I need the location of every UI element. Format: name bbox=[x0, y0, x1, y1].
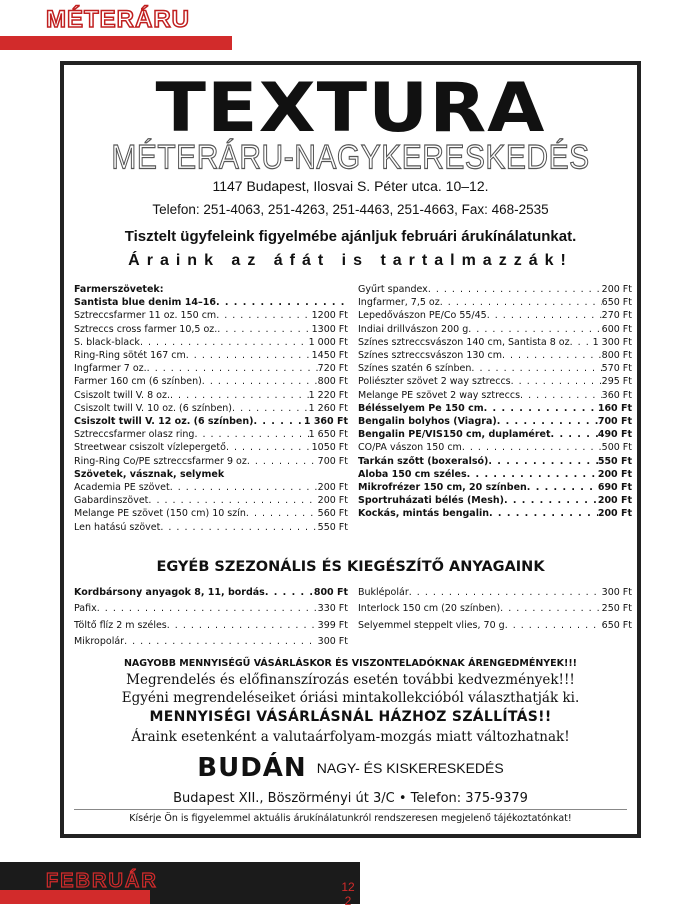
price-row bbox=[358, 323, 632, 336]
item-price: 295 Ft bbox=[601, 376, 632, 388]
dot-leader bbox=[167, 618, 318, 634]
price-row bbox=[358, 375, 632, 388]
price-row bbox=[74, 296, 348, 309]
item-price: 399 Ft bbox=[317, 619, 348, 631]
dot-leader bbox=[504, 494, 598, 507]
item-price: 600 Ft bbox=[601, 323, 632, 335]
dot-leader bbox=[471, 362, 601, 375]
divider bbox=[74, 809, 627, 810]
dot-leader bbox=[409, 585, 602, 601]
price-row bbox=[74, 481, 348, 494]
promo-discount: NAGYOBB MENNYISÉGŰ VÁSÁRLÁSKOR ÉS VISZONTELADÓKNAK ÁRENGEDMÉNYEK!!! bbox=[123, 658, 577, 669]
item-price: 160 Ft bbox=[597, 402, 632, 414]
item-price: 800 Ft bbox=[317, 376, 348, 388]
dot-leader bbox=[488, 455, 597, 468]
price-row bbox=[358, 507, 632, 520]
item-price: 650 Ft bbox=[601, 619, 632, 631]
item-name: Kordbársony anyagok 8, 11, bordás bbox=[74, 587, 265, 598]
item-name: Bengalin PE/VIS150 cm, duplaméret bbox=[358, 429, 551, 441]
item-price: 1300 Ft bbox=[311, 323, 348, 335]
price-row bbox=[358, 309, 632, 322]
item-price: 200 Ft bbox=[601, 284, 632, 295]
price-row bbox=[358, 618, 632, 634]
item-name: Bengalin bolyhos (Viagra) bbox=[358, 416, 497, 428]
dot-leader bbox=[246, 507, 318, 520]
footer-month: FEBRUÁR bbox=[46, 870, 158, 892]
price-row bbox=[74, 494, 348, 507]
brand-name: TEXTURA bbox=[155, 68, 546, 148]
item-price: 200 Ft bbox=[317, 495, 348, 507]
item-price: 330 Ft bbox=[317, 603, 348, 615]
price-row bbox=[74, 455, 348, 468]
dot-leader bbox=[140, 336, 309, 349]
price-row bbox=[74, 389, 348, 402]
price-row bbox=[74, 336, 348, 349]
dot-leader bbox=[97, 601, 318, 617]
promo-samples: Egyéni megrendeléseiket óriási mintakollekcióból választhatják ki. bbox=[121, 690, 580, 706]
seasonal-title: EGYÉB SZEZONÁLIS ÉS KIEGÉSZÍTŐ ANYAGAINK bbox=[156, 559, 545, 575]
budan-note: Kísérje Ön is figyelemmel aktuális árukínálatunkról rendszeresen megjelenő tájékoztatónkat! bbox=[129, 813, 572, 824]
item-price: 1450 Ft bbox=[311, 350, 348, 362]
item-price: 200 Ft bbox=[317, 482, 348, 494]
brand-phone: Telefon: 251-4063, 251-4263, 251-4463, 251-4663, Fax: 468-2535 bbox=[152, 202, 549, 217]
dot-leader bbox=[505, 618, 602, 634]
dot-leader bbox=[253, 415, 303, 428]
dot-leader bbox=[428, 283, 602, 296]
budan-address: Budapest XII., Böszörményi út 3/C • Telefon: 375-9379 bbox=[173, 791, 528, 806]
dot-leader bbox=[570, 336, 593, 349]
price-row bbox=[74, 375, 348, 388]
price-row bbox=[358, 601, 632, 617]
price-row bbox=[74, 283, 348, 296]
item-name: Aloba 150 cm széles bbox=[358, 468, 467, 480]
price-row bbox=[358, 296, 632, 309]
price-row bbox=[74, 618, 348, 634]
item-name: Szövetek, vásznak, selymek bbox=[74, 468, 225, 480]
item-price: 1 000 Ft bbox=[308, 336, 348, 348]
dot-leader bbox=[216, 309, 311, 322]
item-name: Ingfarmer 7 oz. bbox=[74, 363, 147, 375]
item-price: 250 Ft bbox=[601, 603, 632, 615]
item-name: Streetwear csiszolt vízlepergető bbox=[74, 442, 226, 454]
price-row bbox=[358, 455, 632, 468]
brand-subtitle: MÉTERÁRU-NAGYKERESKEDÉS bbox=[111, 138, 590, 177]
budan-name: BUDÁN bbox=[197, 753, 307, 783]
item-price: 1200 Ft bbox=[311, 310, 348, 322]
item-name: Kockás, mintás bengalin bbox=[358, 508, 489, 520]
price-row bbox=[358, 402, 632, 415]
price-row bbox=[358, 468, 632, 481]
item-name: Tarkán szőtt (boxeralsó) bbox=[358, 455, 489, 467]
item-name: Csiszolt twill V. 10 oz. (6 színben) bbox=[74, 402, 233, 414]
dot-leader bbox=[226, 441, 312, 454]
item-price: 700 Ft bbox=[317, 455, 348, 467]
item-price: 800 Ft bbox=[601, 350, 632, 362]
item-price: 1050 Ft bbox=[311, 442, 348, 454]
item-name: Santista blue denim 14–16 bbox=[74, 297, 216, 309]
item-name: Mikropolár bbox=[74, 636, 125, 648]
item-name: Buklépolár bbox=[358, 587, 409, 598]
price-row bbox=[358, 494, 632, 507]
price-list-left bbox=[74, 283, 348, 534]
item-name: Ring-Ring Co/PE sztreccsfarmer 9 oz bbox=[74, 455, 247, 467]
header-red-bar bbox=[0, 36, 232, 50]
dot-leader bbox=[147, 362, 318, 375]
price-row bbox=[358, 441, 632, 454]
price-row bbox=[358, 428, 632, 441]
item-name: Sztreccsfarmer 11 oz. 150 cm bbox=[74, 310, 217, 322]
item-price: 570 Ft bbox=[601, 363, 632, 375]
item-price: 200 Ft bbox=[597, 508, 632, 520]
dot-leader bbox=[484, 402, 598, 415]
price-row bbox=[74, 428, 348, 441]
dot-leader bbox=[124, 634, 318, 650]
dot-leader bbox=[170, 481, 318, 494]
page-number: 12 2 bbox=[341, 880, 355, 908]
item-name: Színes szatén 6 színben bbox=[358, 363, 472, 375]
item-price: 490 Ft bbox=[597, 429, 632, 441]
price-row bbox=[74, 468, 348, 481]
item-price: 1 220 Ft bbox=[308, 389, 348, 401]
dot-leader bbox=[194, 428, 308, 441]
dot-leader bbox=[202, 375, 318, 388]
price-row bbox=[358, 336, 632, 349]
price-row bbox=[358, 585, 632, 601]
item-price: 300 Ft bbox=[317, 636, 348, 648]
item-price: 500 Ft bbox=[601, 442, 632, 454]
item-price: 200 Ft bbox=[597, 495, 632, 507]
item-name: Sztreccs cross farmer 10,5 oz. bbox=[74, 323, 218, 335]
price-row bbox=[74, 362, 348, 375]
price-row bbox=[358, 349, 632, 362]
dot-leader bbox=[265, 585, 314, 601]
vat-notice: Áraink az áfát is tartalmazzák! bbox=[128, 252, 573, 269]
price-row bbox=[358, 415, 632, 428]
item-name: Farmer 160 cm (6 színben) bbox=[74, 376, 202, 388]
dot-leader bbox=[500, 601, 601, 617]
item-name: Színes sztreccsvászon 130 cm bbox=[358, 350, 502, 362]
promo-currency: Áraink esetenként a valutaárfolyam-mozgás miatt változhatnak! bbox=[131, 729, 570, 745]
item-name: Pafix bbox=[74, 603, 97, 615]
item-name: Academia PE szövet bbox=[74, 482, 170, 494]
brand-notice: Tisztelt ügyfeleink figyelmébe ajánljuk februári árukínálatunkat. bbox=[124, 228, 577, 245]
item-name: Bélésselyem Pe 150 cm bbox=[358, 402, 484, 414]
item-name: Csiszolt twill V. 12 oz. (6 színben) bbox=[74, 416, 254, 428]
item-price: 720 Ft bbox=[317, 363, 348, 375]
item-name: Melange PE szövet (150 cm) 10 szín bbox=[74, 508, 246, 520]
item-price: 800 Ft bbox=[313, 587, 348, 598]
dot-leader bbox=[232, 402, 309, 415]
seasonal-list-right bbox=[358, 585, 632, 634]
price-row bbox=[74, 441, 348, 454]
item-name: Ingfarmer, 7,5 oz bbox=[358, 297, 440, 309]
item-price: 1 260 Ft bbox=[308, 402, 348, 414]
price-row bbox=[74, 402, 348, 415]
item-price: 1 360 Ft bbox=[303, 416, 348, 428]
item-name: Gyűrt spandex bbox=[358, 284, 428, 295]
price-row bbox=[358, 481, 632, 494]
item-name: Csiszolt twill V. 8 oz. bbox=[74, 389, 170, 401]
price-row bbox=[74, 507, 348, 520]
item-price: 700 Ft bbox=[597, 416, 632, 428]
dot-leader bbox=[170, 389, 309, 402]
dot-leader bbox=[148, 494, 317, 507]
price-row bbox=[74, 323, 348, 336]
item-name: Selyemmel steppelt vlies, 70 g bbox=[358, 619, 505, 631]
price-row bbox=[74, 585, 348, 601]
item-price: 300 Ft bbox=[601, 587, 632, 598]
promo-prepay: Megrendelés és előfinanszírozás esetén további kedvezmények!!! bbox=[126, 672, 575, 688]
item-name: Lepedővászon PE/Co 55/45 bbox=[358, 310, 487, 322]
item-name: Interlock 150 cm (20 színben) bbox=[358, 603, 501, 615]
price-row bbox=[74, 601, 348, 617]
price-row bbox=[358, 362, 632, 375]
item-name: Színes sztreccsvászon 140 cm, Santista 8 oz bbox=[358, 336, 570, 348]
item-price: 550 Ft bbox=[597, 455, 632, 467]
item-price: 270 Ft bbox=[601, 310, 632, 322]
item-price: 200 Ft bbox=[597, 468, 632, 480]
item-name: Mikrofrézer 150 cm, 20 színben bbox=[358, 482, 527, 494]
dot-leader bbox=[511, 375, 602, 388]
price-row bbox=[74, 309, 348, 322]
dot-leader bbox=[551, 428, 598, 441]
budan-header bbox=[64, 753, 637, 783]
dot-leader bbox=[497, 415, 598, 428]
dot-leader bbox=[487, 309, 602, 322]
item-name: Sportruházati bélés (Mesh) bbox=[358, 495, 504, 507]
item-price: 360 Ft bbox=[601, 389, 632, 401]
price-row bbox=[74, 521, 348, 534]
promo-delivery: MENNYISÉGI VÁSÁRLÁSNÁL HÁZHOZ SZÁLLÍTÁS!! bbox=[149, 709, 552, 725]
dot-leader bbox=[520, 389, 602, 402]
item-price: 650 Ft bbox=[601, 297, 632, 309]
section-title: MÉTERÁRU bbox=[46, 6, 190, 33]
item-price: 1 650 Ft bbox=[308, 429, 348, 441]
dot-leader bbox=[527, 481, 598, 494]
dot-leader bbox=[502, 349, 602, 362]
dot-leader bbox=[160, 521, 317, 534]
price-row bbox=[74, 349, 348, 362]
item-name: Töltő flíz 2 m széles bbox=[74, 619, 167, 631]
dot-leader bbox=[186, 349, 312, 362]
item-name: Farmerszövetek: bbox=[74, 284, 164, 295]
item-name: Len hatású szövet bbox=[74, 521, 161, 533]
item-price: 560 Ft bbox=[317, 508, 348, 520]
price-list-right bbox=[358, 283, 632, 521]
dot-leader bbox=[468, 323, 601, 336]
dot-leader bbox=[462, 441, 602, 454]
item-price: 550 Ft bbox=[317, 521, 348, 533]
advertisement-box bbox=[60, 61, 641, 838]
price-row bbox=[74, 634, 348, 650]
price-row bbox=[358, 389, 632, 402]
item-price: 690 Ft bbox=[597, 482, 632, 494]
item-name: Indiai drillvászon 200 g bbox=[358, 323, 469, 335]
seasonal-list-left bbox=[74, 585, 348, 651]
budan-tagline: NAGY- ÉS KISKERESKEDÉS bbox=[316, 760, 504, 776]
item-name: Melange PE szövet 2 way sztreccs bbox=[358, 389, 521, 401]
dot-leader bbox=[216, 296, 348, 309]
dot-leader bbox=[440, 296, 602, 309]
brand-address: 1147 Budapest, Ilosvai S. Péter utca. 10–12. bbox=[212, 178, 489, 194]
price-row bbox=[358, 283, 632, 296]
item-name: S. black-black bbox=[74, 336, 140, 348]
dot-leader bbox=[467, 468, 598, 481]
item-name: CO/PA vászon 150 cm bbox=[358, 442, 462, 454]
price-row bbox=[74, 415, 348, 428]
dot-leader bbox=[247, 455, 318, 468]
dot-leader bbox=[489, 507, 598, 520]
item-name: Ring-Ring sötét 167 cm bbox=[74, 350, 186, 362]
item-name: Poliészter szövet 2 way sztreccs bbox=[358, 376, 511, 388]
item-name: Gabardinszövet bbox=[74, 495, 149, 507]
dot-leader bbox=[217, 323, 311, 336]
item-price: 1 300 Ft bbox=[592, 336, 632, 348]
item-name: Sztreccsfarmer olasz ring bbox=[74, 429, 195, 441]
